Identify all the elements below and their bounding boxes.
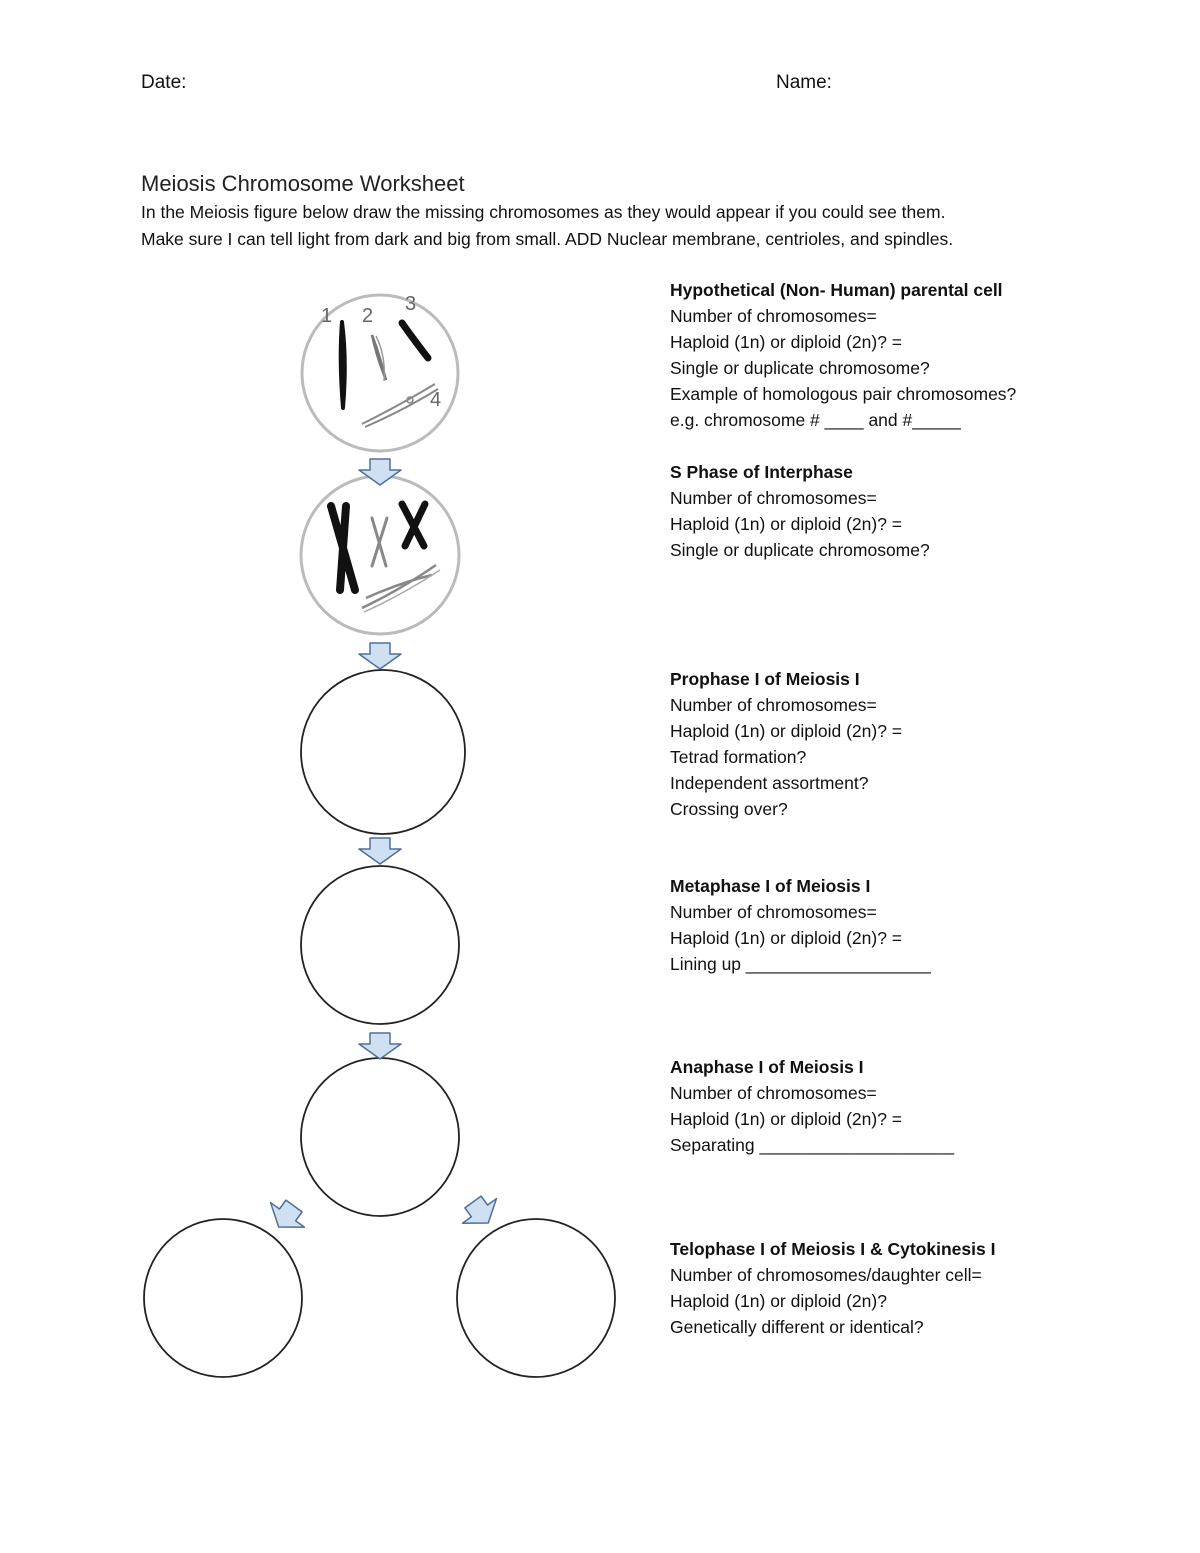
telophase-daughter-cell-left [144, 1219, 302, 1377]
anaphase-cell [301, 1058, 459, 1216]
question-line: Lining up ___________________ [670, 954, 931, 974]
question-line: Number of chromosomes/daughter cell= [670, 1265, 982, 1285]
question-line: Number of chromosomes= [670, 695, 877, 715]
question-line: Number of chromosomes= [670, 306, 877, 326]
chromosome-label-3: 3 [405, 293, 417, 315]
question-line: Independent assortment? [670, 773, 869, 793]
duplicated-chromosome-1 [331, 506, 355, 590]
date-label: Date: [141, 72, 187, 93]
question-line: Tetrad formation? [670, 747, 807, 767]
question-line: Haploid (1n) or diploid (2n)? = [670, 1109, 903, 1129]
question-line: Haploid (1n) or diploid (2n)? = [670, 721, 903, 741]
question-line: Haploid (1n) or diploid (2n)? = [670, 332, 903, 352]
question-line: Haploid (1n) or diploid (2n)? = [670, 514, 903, 534]
instruction-line-2: Make sure I can tell light from dark and big from small. ADD Nuclear membrane, centrioles, and spindles. [141, 229, 954, 249]
question-line: Haploid (1n) or diploid (2n)? [670, 1291, 887, 1311]
question-line: Single or duplicate chromosome? [670, 358, 930, 378]
down-arrow-icon [359, 838, 401, 864]
down-arrow-icon [359, 1033, 401, 1059]
down-arrow-icon [359, 459, 401, 485]
question-line: Crossing over? [670, 799, 788, 819]
stage-block-prophase [670, 666, 902, 822]
duplicated-chromosome-2 [372, 518, 387, 566]
diagonal-arrow-left-icon [262, 1194, 311, 1240]
stage-heading: Hypothetical (Non- Human) parental cell [670, 280, 1003, 300]
question-line: Number of chromosomes= [670, 488, 877, 508]
stage-heading: Prophase I of Meiosis I [670, 669, 860, 689]
parental-cell [302, 293, 458, 451]
question-line: e.g. chromosome # ____ and #_____ [670, 410, 961, 430]
stage-block-s-phase [670, 459, 930, 563]
question-line: Separating ____________________ [670, 1135, 955, 1155]
question-line: Example of homologous pair chromosomes? [670, 384, 1017, 404]
chromosome-4 [362, 384, 435, 424]
stage-block-anaphase [670, 1054, 954, 1158]
telophase-daughter-cell-right [457, 1219, 615, 1377]
worksheet-title: Meiosis Chromosome Worksheet [141, 171, 465, 196]
s-phase-cell [301, 476, 459, 634]
stage-heading: Metaphase I of Meiosis I [670, 876, 871, 896]
question-line: Genetically different or identical? [670, 1317, 924, 1337]
chromosome-label-4: 4 [430, 389, 442, 411]
question-line: Haploid (1n) or diploid (2n)? = [670, 928, 903, 948]
chromosome-3 [402, 323, 428, 358]
chromosome-1 [341, 322, 345, 408]
duplicated-chromosome-3 [402, 504, 425, 546]
stage-heading: Telophase I of Meiosis I & Cytokinesis I [670, 1239, 996, 1259]
chromosome-label-1: 1 [321, 305, 333, 327]
name-label: Name: [776, 72, 832, 93]
stage-heading: Anaphase I of Meiosis I [670, 1057, 864, 1077]
stage-block-metaphase [670, 873, 931, 977]
stage-block-parental [670, 277, 1016, 433]
question-line: Single or duplicate chromosome? [670, 540, 930, 560]
down-arrow-icon [359, 643, 401, 669]
duplicated-chromosome-4 [362, 565, 436, 608]
stage-block-telophase [670, 1236, 995, 1340]
instruction-line-1: In the Meiosis figure below draw the missing chromosomes as they would appear if you could see them. [141, 202, 946, 222]
prophase-cell [301, 670, 465, 834]
question-line: Number of chromosomes= [670, 902, 877, 922]
metaphase-cell [301, 866, 459, 1024]
question-line: Number of chromosomes= [670, 1083, 877, 1103]
chromosome-label-2: 2 [362, 305, 374, 327]
stage-heading: S Phase of Interphase [670, 462, 853, 482]
